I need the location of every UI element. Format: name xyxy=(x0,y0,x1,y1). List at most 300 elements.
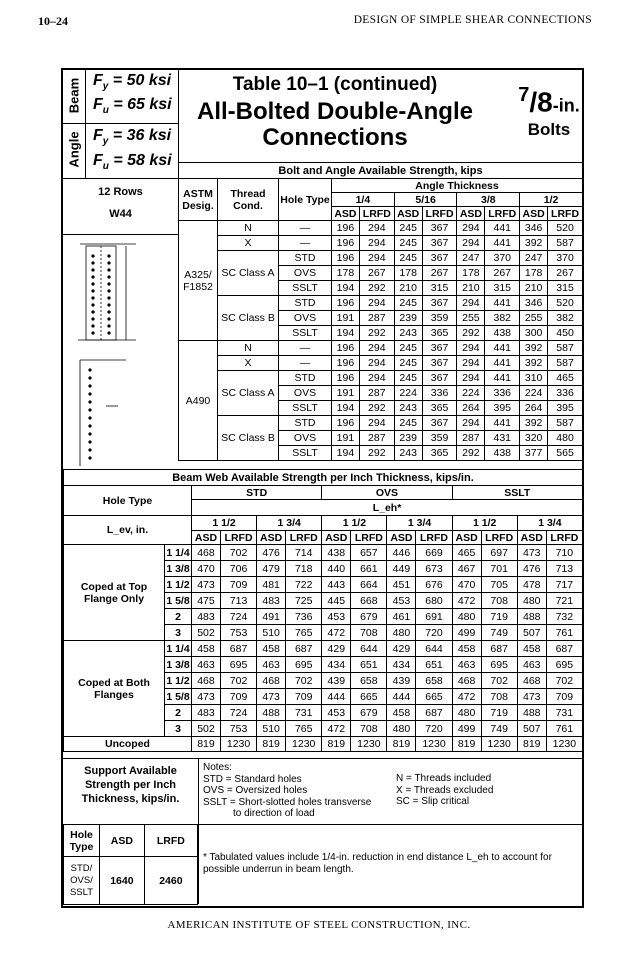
value-cell: 480 xyxy=(387,625,416,641)
value-cell: 480 xyxy=(548,431,583,446)
value-cell: 245 xyxy=(394,341,422,356)
hole-type: SSLT xyxy=(452,486,582,500)
support-lrfd-value: 2460 xyxy=(144,857,197,905)
value-cell: 488 xyxy=(257,705,286,721)
value-cell: 382 xyxy=(548,311,583,326)
value-cell: 702 xyxy=(220,673,256,689)
lrfd-header: LRFD xyxy=(546,531,582,545)
note-sslt-cont: to direction of load xyxy=(233,808,315,819)
leh-value: 1 1/2 xyxy=(192,516,257,531)
value-cell: 479 xyxy=(257,561,286,577)
coped-label: Coped at Both Flanges xyxy=(64,641,165,737)
value-cell: 294 xyxy=(359,341,394,356)
value-cell: 453 xyxy=(322,705,351,721)
beam-fy: $F_y = 50$ ksi xyxy=(93,72,172,93)
value-cell: 247 xyxy=(520,251,548,266)
lrfd-header: LRFD xyxy=(485,207,520,221)
lrfd-header: LRFD xyxy=(220,531,256,545)
support-hole-header: Hole Type xyxy=(64,825,100,857)
value-cell: 714 xyxy=(286,545,322,561)
value-cell: 367 xyxy=(422,296,457,311)
value-cell: 367 xyxy=(422,236,457,251)
value-cell: 468 xyxy=(452,673,481,689)
value-cell: 708 xyxy=(351,721,387,737)
value-cell: 245 xyxy=(394,251,422,266)
value-cell: 292 xyxy=(359,446,394,461)
value-cell: 377 xyxy=(520,446,548,461)
hole-type-header: Hole Type xyxy=(64,486,192,516)
value-cell: 695 xyxy=(286,657,322,673)
bolt-angle-strength-table xyxy=(178,162,583,461)
notes-top-rule xyxy=(63,758,583,759)
value-cell: 761 xyxy=(546,625,582,641)
value-cell: 709 xyxy=(220,577,256,593)
value-cell: 753 xyxy=(220,721,256,737)
value-cell: 673 xyxy=(416,561,452,577)
lev-value: 1 1/4 xyxy=(166,546,190,559)
value-cell: 719 xyxy=(481,705,517,721)
value-cell: 245 xyxy=(394,296,422,311)
value-cell: 255 xyxy=(457,311,485,326)
value-cell: 480 xyxy=(387,721,416,737)
value-cell: 367 xyxy=(422,251,457,266)
value-cell: 336 xyxy=(548,386,583,401)
value-cell: 819 xyxy=(322,737,351,752)
hole-cell: OVS xyxy=(279,266,332,281)
notes-block xyxy=(203,762,371,820)
value-cell: 702 xyxy=(286,673,322,689)
value-cell: 294 xyxy=(457,371,485,386)
page-footer: AMERICAN INSTITUTE OF STEEL CONSTRUCTION, INC. xyxy=(167,919,471,931)
asd-header: ASD xyxy=(387,531,416,545)
value-cell: 458 xyxy=(192,641,221,657)
value-cell: 473 xyxy=(192,689,221,705)
value-cell: 507 xyxy=(517,721,546,737)
hole-type: OVS xyxy=(322,486,452,500)
value-cell: 499 xyxy=(452,625,481,641)
value-cell: 370 xyxy=(548,251,583,266)
value-cell: 194 xyxy=(332,281,360,296)
value-cell: 367 xyxy=(422,221,457,236)
value-cell: 359 xyxy=(422,311,457,326)
value-cell: 443 xyxy=(322,577,351,593)
value-cell: 315 xyxy=(548,281,583,296)
value-cell: 475 xyxy=(192,593,221,609)
value-cell: 753 xyxy=(220,625,256,641)
thread-cell: N xyxy=(218,341,279,356)
support-asd-value: 1640 xyxy=(100,857,145,905)
value-cell: 196 xyxy=(332,371,360,386)
value-cell: 178 xyxy=(332,266,360,281)
astm-cell: A490 xyxy=(179,341,218,461)
lev-value: 3 xyxy=(165,721,192,737)
value-cell: 708 xyxy=(481,689,517,705)
value-cell: 665 xyxy=(351,689,387,705)
value-cell: 1230 xyxy=(351,737,387,752)
value-cell: 245 xyxy=(394,371,422,386)
value-cell: 196 xyxy=(332,356,360,371)
value-cell: 1230 xyxy=(416,737,452,752)
value-cell: 320 xyxy=(520,431,548,446)
page-header xyxy=(0,10,638,30)
value-cell: 476 xyxy=(517,561,546,577)
value-cell: 680 xyxy=(416,593,452,609)
lrfd-header: LRFD xyxy=(286,531,322,545)
hole-cell: OVS xyxy=(279,431,332,446)
value-cell: 1230 xyxy=(481,737,517,752)
bolt-size: $^7$/8-in. xyxy=(518,84,580,118)
value-cell: 709 xyxy=(286,689,322,705)
value-cell: 367 xyxy=(422,416,457,431)
astm-header: ASTM Desig. xyxy=(179,179,218,221)
support-table xyxy=(63,824,198,905)
value-cell: 458 xyxy=(452,641,481,657)
value-cell: 507 xyxy=(517,625,546,641)
asd-header: ASD xyxy=(332,207,360,221)
asd-header: ASD xyxy=(394,207,422,221)
value-cell: 255 xyxy=(520,311,548,326)
value-cell: 687 xyxy=(546,641,582,657)
lrfd-header: LRFD xyxy=(351,531,387,545)
note-ovs: OVS = Oversized holes xyxy=(203,785,308,796)
value-cell: 453 xyxy=(322,609,351,625)
value-cell: 713 xyxy=(220,593,256,609)
connection-diagram xyxy=(66,236,174,468)
value-cell: 644 xyxy=(351,641,387,657)
value-cell: 392 xyxy=(520,236,548,251)
value-cell: 819 xyxy=(517,737,546,752)
value-cell: 267 xyxy=(485,266,520,281)
value-cell: 346 xyxy=(520,296,548,311)
value-cell: 245 xyxy=(394,236,422,251)
page-number: 10–24 xyxy=(38,14,68,28)
value-cell: 239 xyxy=(394,311,422,326)
thread-cell: SC Class B xyxy=(218,296,279,341)
value-cell: 480 xyxy=(452,705,481,721)
thread-header: Thread Cond. xyxy=(218,179,279,221)
note-std: STD = Standard holes xyxy=(203,773,302,785)
value-cell: 664 xyxy=(351,577,387,593)
value-cell: 346 xyxy=(520,221,548,236)
value-cell: 441 xyxy=(485,341,520,356)
value-cell: 695 xyxy=(481,657,517,673)
asd-header: ASD xyxy=(257,531,286,545)
hole-cell: STD xyxy=(279,296,332,311)
value-cell: 658 xyxy=(416,673,452,689)
value-cell: 510 xyxy=(257,625,286,641)
value-cell: 438 xyxy=(322,545,351,561)
note-x: X = Threads excluded xyxy=(396,784,494,796)
value-cell: 679 xyxy=(351,705,387,721)
value-cell: 651 xyxy=(351,657,387,673)
value-cell: 267 xyxy=(359,266,394,281)
value-cell: 657 xyxy=(351,545,387,561)
value-cell: 665 xyxy=(416,689,452,705)
value-cell: 294 xyxy=(359,251,394,266)
rows-cell xyxy=(63,178,178,235)
value-cell: 658 xyxy=(351,673,387,689)
value-cell: 450 xyxy=(548,326,583,341)
coped-label: Coped at Top Flange Only xyxy=(64,545,165,641)
value-cell: 1230 xyxy=(220,737,256,752)
value-cell: 365 xyxy=(422,401,457,416)
thread-cell: SC Class B xyxy=(218,416,279,461)
beam-web-strength-table xyxy=(63,469,583,752)
value-cell: 676 xyxy=(416,577,452,593)
value-cell: 294 xyxy=(359,236,394,251)
value-cell: 587 xyxy=(548,236,583,251)
value-cell: 749 xyxy=(481,625,517,641)
value-cell: 465 xyxy=(548,371,583,386)
beam-fu: $F_u = 65$ ksi xyxy=(93,96,172,117)
lev-value: 1 3/8 xyxy=(166,658,190,671)
value-cell: 382 xyxy=(485,311,520,326)
value-cell: 441 xyxy=(485,371,520,386)
value-cell: 472 xyxy=(452,689,481,705)
value-cell: 444 xyxy=(322,689,351,705)
footnote: * Tabulated values include 1/4-in. reduction in end distance L_eh to account for possible underrun in beam length. xyxy=(203,852,552,875)
value-cell: 720 xyxy=(416,721,452,737)
value-cell: 702 xyxy=(220,545,256,561)
asd-header: ASD xyxy=(517,531,546,545)
value-cell: 224 xyxy=(394,386,422,401)
value-cell: 429 xyxy=(322,641,351,657)
value-cell: 365 xyxy=(422,326,457,341)
asd-header: ASD xyxy=(520,207,548,221)
astm-cell: A325/ F1852 xyxy=(179,221,218,341)
value-cell: 472 xyxy=(452,593,481,609)
angle-fu: $F_u = 58$ ksi xyxy=(93,152,172,173)
value-cell: 687 xyxy=(220,641,256,657)
value-cell: 294 xyxy=(457,356,485,371)
value-cell: 724 xyxy=(220,705,256,721)
value-cell: 679 xyxy=(351,609,387,625)
value-cell: 392 xyxy=(520,341,548,356)
value-cell: 267 xyxy=(548,266,583,281)
value-cell: 499 xyxy=(452,721,481,737)
support-asd-header: ASD xyxy=(100,825,145,857)
lrfd-header: LRFD xyxy=(548,207,583,221)
value-cell: 483 xyxy=(192,705,221,721)
asd-header: ASD xyxy=(452,531,481,545)
value-cell: 1230 xyxy=(286,737,322,752)
lev-header: L_ev, in. xyxy=(64,516,192,545)
value-cell: 210 xyxy=(394,281,422,296)
leh-value: 1 1/2 xyxy=(322,516,387,531)
uncoped-label: Uncoped xyxy=(64,737,192,752)
leh-header: L_eh* xyxy=(192,500,583,516)
value-cell: 243 xyxy=(394,446,422,461)
value-cell: 721 xyxy=(546,593,582,609)
value-cell: 710 xyxy=(546,545,582,561)
value-cell: 480 xyxy=(517,593,546,609)
hole-cell: SSLT xyxy=(279,326,332,341)
value-cell: 488 xyxy=(517,705,546,721)
lev-value: 3 xyxy=(165,625,192,641)
hole-cell: OVS xyxy=(279,386,332,401)
thread-cell: SC Class A xyxy=(218,251,279,296)
thread-cell: N xyxy=(218,221,279,236)
value-cell: 480 xyxy=(452,609,481,625)
value-cell: 458 xyxy=(517,641,546,657)
support-hole-types: STD/ OVS/ SSLT xyxy=(64,857,100,905)
value-cell: 196 xyxy=(332,341,360,356)
value-cell: 709 xyxy=(546,689,582,705)
value-cell: 451 xyxy=(387,577,416,593)
value-cell: 210 xyxy=(520,281,548,296)
value-cell: 708 xyxy=(481,593,517,609)
table-title-line1: All-Bolted Double-Angle xyxy=(197,98,473,125)
asd-header: ASD xyxy=(457,207,485,221)
value-cell: 367 xyxy=(422,341,457,356)
value-cell: 481 xyxy=(257,577,286,593)
value-cell: 434 xyxy=(387,657,416,673)
value-cell: 708 xyxy=(351,625,387,641)
value-cell: 439 xyxy=(322,673,351,689)
value-cell: 441 xyxy=(485,416,520,431)
lrfd-header: LRFD xyxy=(481,531,517,545)
value-cell: 706 xyxy=(220,561,256,577)
value-cell: 458 xyxy=(387,705,416,721)
value-cell: 395 xyxy=(485,401,520,416)
support-rule xyxy=(198,758,199,904)
lev-value: 1 1/2 xyxy=(166,674,190,687)
value-cell: 392 xyxy=(520,356,548,371)
lev-value: 1 5/8 xyxy=(166,594,190,607)
value-cell: 695 xyxy=(220,657,256,673)
value-cell: 458 xyxy=(257,641,286,657)
thickness-header: 1/4 xyxy=(332,193,395,207)
value-cell: 445 xyxy=(322,593,351,609)
value-cell: 294 xyxy=(359,221,394,236)
value-cell: 267 xyxy=(422,266,457,281)
value-cell: 336 xyxy=(485,386,520,401)
value-cell: 294 xyxy=(359,371,394,386)
support-label: Support Available Strength per Inch Thickness, kips/in. xyxy=(81,765,180,805)
notes-title: Notes: xyxy=(203,762,232,773)
value-cell: 294 xyxy=(457,416,485,431)
lower-caption: Beam Web Available Strength per Inch Thickness, kips/in. xyxy=(64,470,583,486)
hole-cell: STD xyxy=(279,416,332,431)
value-cell: 336 xyxy=(422,386,457,401)
value-cell: 294 xyxy=(457,341,485,356)
value-cell: 468 xyxy=(192,545,221,561)
beam-label: Beam xyxy=(66,77,82,114)
lev-value: 1 5/8 xyxy=(166,690,190,703)
table-title-line2: Connections xyxy=(262,124,408,151)
upper-caption: Bolt and Angle Available Strength, kips xyxy=(179,163,583,179)
value-cell: 719 xyxy=(481,609,517,625)
lev-value: 1 1/2 xyxy=(166,578,190,591)
value-cell: 736 xyxy=(286,609,322,625)
value-cell: 502 xyxy=(192,721,221,737)
lev-value: 1 1/4 xyxy=(166,642,190,655)
value-cell: 749 xyxy=(481,721,517,737)
value-cell: 765 xyxy=(286,625,322,641)
value-cell: 463 xyxy=(257,657,286,673)
thread-cell: SC Class A xyxy=(218,371,279,416)
thread-cell: X xyxy=(218,236,279,251)
lrfd-header: LRFD xyxy=(422,207,457,221)
value-cell: 264 xyxy=(457,401,485,416)
value-cell: 449 xyxy=(387,561,416,577)
value-cell: 510 xyxy=(257,721,286,737)
value-cell: 287 xyxy=(359,311,394,326)
beam-size: W44 xyxy=(109,208,132,220)
value-cell: 461 xyxy=(387,609,416,625)
value-cell: 520 xyxy=(548,221,583,236)
value-cell: 191 xyxy=(332,311,360,326)
value-cell: 765 xyxy=(286,721,322,737)
lrfd-header: LRFD xyxy=(416,531,452,545)
value-cell: 695 xyxy=(546,657,582,673)
thickness-header: 5/16 xyxy=(394,193,457,207)
chapter-title: DESIGN OF SIMPLE SHEAR CONNECTIONS xyxy=(353,14,592,26)
value-cell: 725 xyxy=(286,593,322,609)
value-cell: 300 xyxy=(520,326,548,341)
rows-label: 12 Rows xyxy=(98,186,143,198)
hole-cell: STD xyxy=(279,371,332,386)
value-cell: 245 xyxy=(394,416,422,431)
value-cell: 446 xyxy=(387,545,416,561)
value-cell: 709 xyxy=(220,689,256,705)
value-cell: 178 xyxy=(520,266,548,281)
value-cell: 713 xyxy=(546,561,582,577)
value-cell: 463 xyxy=(452,657,481,673)
value-cell: 292 xyxy=(457,326,485,341)
value-cell: 467 xyxy=(452,561,481,577)
value-cell: 476 xyxy=(257,545,286,561)
value-cell: 245 xyxy=(394,356,422,371)
value-cell: 478 xyxy=(517,577,546,593)
value-cell: 644 xyxy=(416,641,452,657)
value-cell: 310 xyxy=(520,371,548,386)
value-cell: 468 xyxy=(192,673,221,689)
value-cell: 392 xyxy=(520,416,548,431)
angle-thickness-header: Angle Thickness xyxy=(332,179,583,193)
value-cell: 367 xyxy=(422,371,457,386)
value-cell: 294 xyxy=(457,296,485,311)
hole-cell: SSLT xyxy=(279,401,332,416)
value-cell: 194 xyxy=(332,401,360,416)
value-cell: 178 xyxy=(394,266,422,281)
value-cell: 473 xyxy=(257,689,286,705)
thickness-header: 1/2 xyxy=(520,193,583,207)
value-cell: 395 xyxy=(548,401,583,416)
value-cell: 359 xyxy=(422,431,457,446)
value-cell: 365 xyxy=(422,446,457,461)
value-cell: 431 xyxy=(485,431,520,446)
value-cell: 687 xyxy=(416,705,452,721)
value-cell: 294 xyxy=(359,416,394,431)
value-cell: 724 xyxy=(220,609,256,625)
value-cell: 587 xyxy=(548,356,583,371)
value-cell: 819 xyxy=(387,737,416,752)
value-cell: 441 xyxy=(485,356,520,371)
value-cell: 472 xyxy=(322,625,351,641)
value-cell: 705 xyxy=(481,577,517,593)
hole-header: Hole Type xyxy=(279,179,332,221)
value-cell: 294 xyxy=(457,236,485,251)
value-cell: 720 xyxy=(416,625,452,641)
asd-header: ASD xyxy=(192,531,221,545)
value-cell: 687 xyxy=(286,641,322,657)
lev-value: 2 xyxy=(165,609,192,625)
value-cell: 243 xyxy=(394,326,422,341)
value-cell: 669 xyxy=(416,545,452,561)
hole-cell: — xyxy=(279,356,332,371)
value-cell: 463 xyxy=(517,657,546,673)
